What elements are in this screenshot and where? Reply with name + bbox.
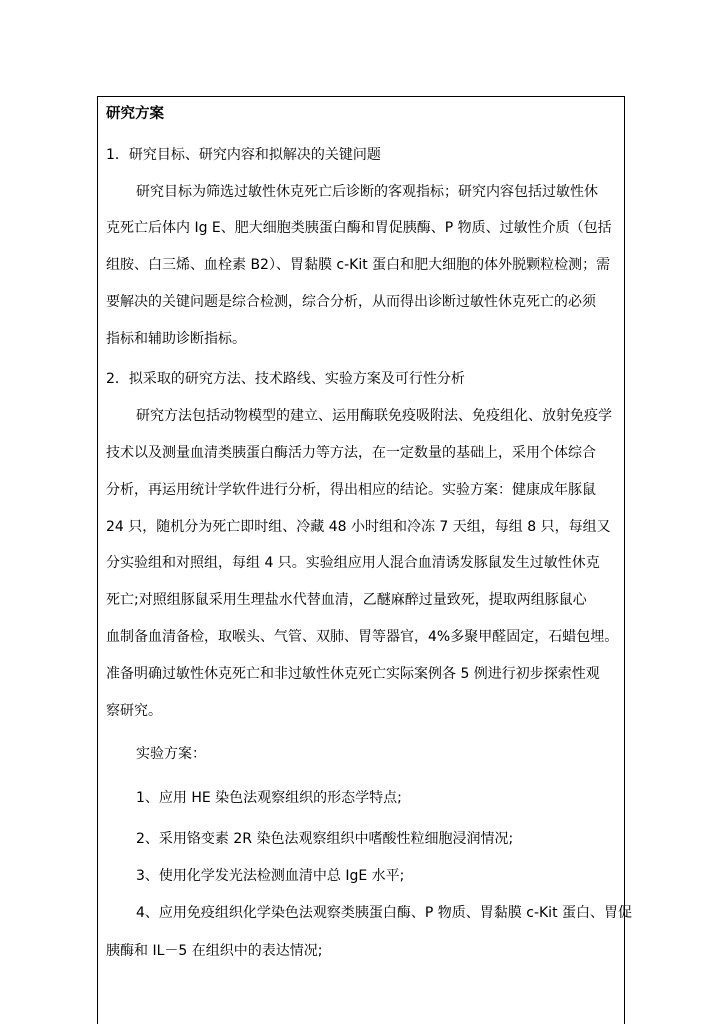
q1-paragraph-line: 指标和辅助诊断指标。 [106, 331, 246, 347]
plan-item: 1、应用 HE 染色法观察组织的形态学特点; [136, 790, 402, 806]
q1-paragraph-line: 要解决的关键问题是综合检测，综合分析，从而得出诊断过敏性休克死亡的必须 [106, 294, 596, 310]
q2-paragraph-line: 准备明确过敏性休克死亡和非过敏性休克死亡实际案例各 5 例进行初步探索性观 [106, 666, 600, 682]
q2-paragraph-line: 24 只，随机分为死亡即时组、冷藏 48 小时组和冷冻 7 天组，每组 8 只，每组又 [106, 519, 611, 535]
q2-paragraph-line: 血制备血清备检，取喉头、气管、双肺、胃等器官，4%多聚甲醛固定，石蜡包埋。 [106, 629, 619, 645]
q1-paragraph-line: 克死亡后体内 Ig E、肥大细胞类胰蛋白酶和胃促胰酶、P 物质、过敏性介质（包括 [106, 220, 612, 236]
q2-paragraph-line: 死亡;对照组豚鼠采用生理盐水代替血清，乙醚麻醉过量致死，提取两组豚鼠心 [106, 592, 587, 608]
plan-item: 2、采用铬变素 2R 染色法观察组织中嗜酸性粒细胞浸润情况; [136, 831, 514, 847]
q2-paragraph-line: 分实验组和对照组，每组 4 只。实验组应用人混合血清诱发豚鼠发生过敏性休克 [106, 555, 600, 571]
question-1-heading: 1．研究目标、研究内容和拟解决的关键问题 [106, 147, 381, 163]
section-title: 研究方案 [106, 106, 164, 122]
plan-item: 4、应用免疫组织化学染色法观察类胰蛋白酶、P 物质、胃黏膜 c-Kit 蛋白、胃促 [136, 905, 633, 921]
plan-item-continuation: 胰酶和 IL－5 在组织中的表达情况; [106, 943, 323, 959]
q2-paragraph-line: 察研究。 [106, 703, 162, 719]
q1-paragraph-line: 组胺、白三烯、血栓素 B2）、胃黏膜 c-Kit 蛋白和肥大细胞的体外脱颗粒检测；需 [106, 257, 611, 273]
plan-title: 实验方案： [136, 746, 206, 762]
plan-item: 3、使用化学发光法检测血清中总 IgE 水平; [136, 868, 405, 884]
q2-paragraph-line: 研究方法包括动物模型的建立、运用酶联免疫吸附法、免疫组化、放射免疫学 [136, 408, 612, 424]
q2-paragraph-line: 分析，再运用统计学软件进行分析，得出相应的结论。实验方案：健康成年豚鼠 [106, 482, 596, 498]
q1-paragraph-line: 研究目标为筛选过敏性休克死亡后诊断的客观指标；研究内容包括过敏性休 [136, 184, 598, 200]
q2-paragraph-line: 技术以及测量血清类胰蛋白酶活力等方法，在一定数量的基础上，采用个体综合 [106, 445, 596, 461]
question-2-heading: 2．拟采取的研究方法、技术路线、实验方案及可行性分析 [106, 371, 465, 387]
